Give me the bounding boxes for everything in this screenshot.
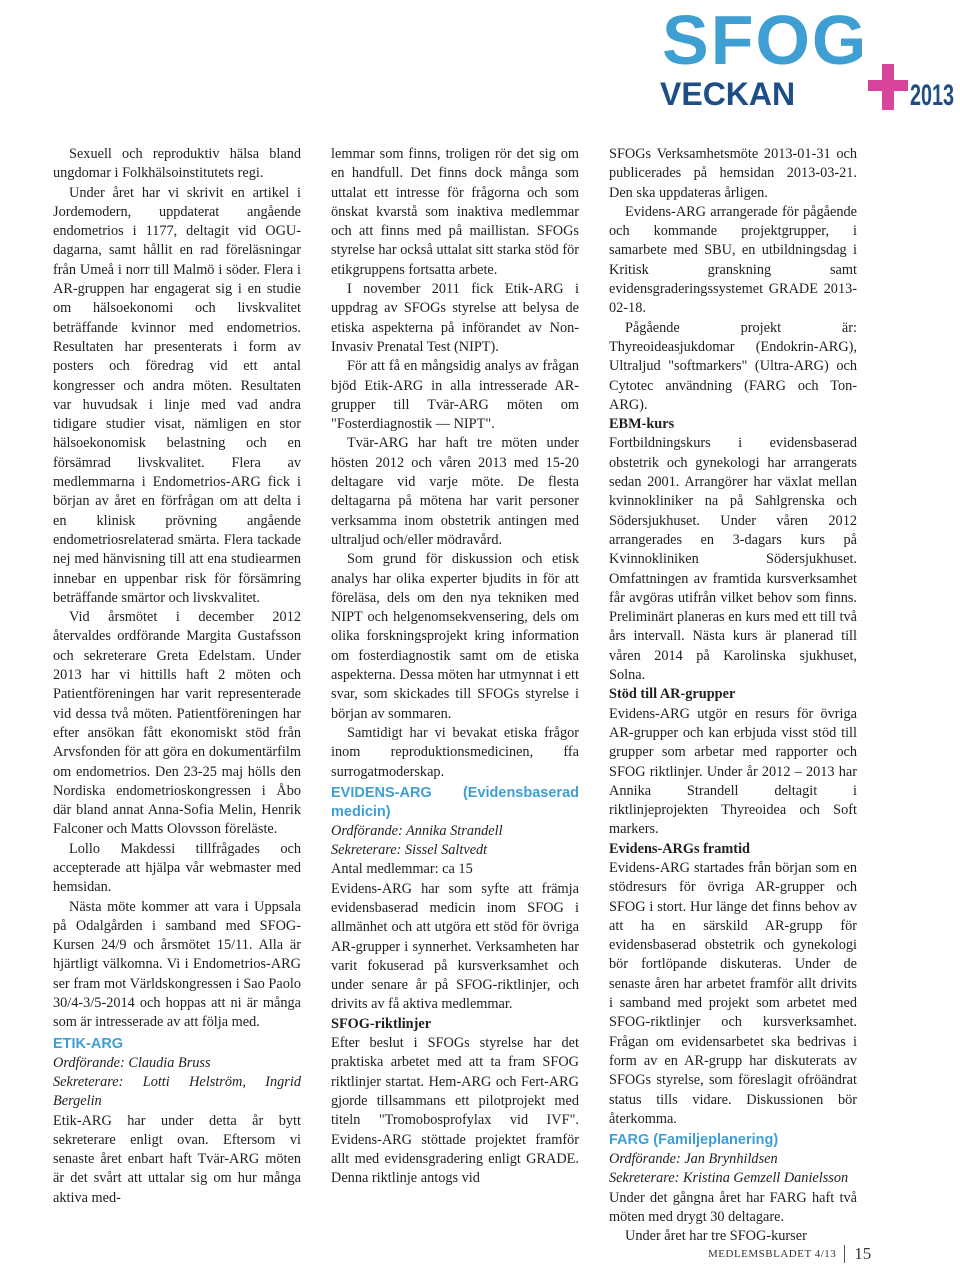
paragraph: Etik-ARG har under detta år bytt sekreterare enligt ovan. Eftersom vi senaste året enbart haft Tvär-ARG möten är det svårt att uttalar sig om hur många aktiva med- bbox=[53, 1112, 301, 1206]
page-number: 15 bbox=[854, 1244, 872, 1263]
logo-event: VECKAN bbox=[660, 76, 796, 112]
paragraph: Evidens-ARG utgör en resurs för övriga AR-grupper och kan erbjuda visst stöd till grupper som arbetar med rapporter och SFOG riktlinjer. Under år 2012 – 2013 har Annika Strandell deltagit i riktlinjeprojekten Thyreoidea och Soft markers. bbox=[609, 705, 857, 838]
paragraph: Samtidigt har vi bevakat etiska frågor inom reproduktionsmedicinen, ffa surrogatmoderskap. bbox=[331, 724, 579, 780]
evidens-secretary: Sekreterare: Sissel Saltvedt bbox=[331, 842, 488, 859]
paragraph: Tvär-ARG har haft tre möten under hösten 2012 och våren 2013 med 15-20 deltagare vid varje möte. De flesta deltagarna på mötena har varit personer verksamma inom obstetrik antingen med ultraljud och/eller mödravård. bbox=[331, 435, 579, 548]
subheading-sfog-riktlinjer: SFOG-riktlinjer bbox=[331, 1015, 432, 1032]
logo-wordmark: SFOG bbox=[662, 2, 869, 79]
paragraph: lemmar som finns, troligen rör det sig om en handfull. Det finns dock många som uttalat ett intresse för frågorna och som önskat kvarstå som inaktiva medlemmar och att finns med på maillistan. SFOGs styrelse har också uttalat sitt starka stöd för etikgruppens fortsatta arbete. bbox=[331, 146, 579, 278]
section-heading-farg: FARG (Familjeplanering) bbox=[609, 1132, 779, 1149]
section-heading-evidens-arg: EVIDENS-ARG (Evidensbaserad medicin) bbox=[331, 784, 579, 820]
footer-divider bbox=[844, 1245, 845, 1263]
subheading-ebm-kurs: EBM-kurs bbox=[609, 416, 675, 433]
paragraph: Efter beslut i SFOGs styrelse har det praktiska arbetet med att ta fram SFOG riktlinjer startat. Hem-ARG och Fert-ARG gjorde tillsammans ett pilotprojekt med titeln "Tromobosprofylax vid IVF". Evidens-ARG stöttade projektet framför allt med evidensgradering enligt GRADE. Denna riktlinje antogs vid bbox=[331, 1035, 579, 1187]
paragraph: Under året har vi skrivit en artikel i Jordemodern, uppdaterat angående endometrios i 1177, deltagit vid OGU-dagarna, samt hållit en rad föreläsningar från Umeå i norr till Malmö i söder. Flera i AR-gruppen har engagerat sig i en studie om hälsoekonomi och livskvalitet beträffande kvinnor med endometrios. Resultaten har presenterats i form av posters och föredrag vid ett antal kongresser och andra möten. Resultaten var huvudsak i linje med vad andra tidigare studier visat, nämligen en stor hälsoekonomisk belastning och en försämrad livskvalitet. Flera av medlemmarna i Endometrios-ARG fick i början av året en förfrågan om att delta i en klinisk prövning angående endometriosrelaterad smärta. Flera tackade nej med hänvisning till att ena studiearmen innebar en uppenbar risk för försämring beträffande smärtor och livskvalitet. bbox=[53, 184, 301, 606]
column-2 bbox=[331, 145, 579, 1188]
etik-chair: Ordförande: Claudia Bruss bbox=[53, 1054, 211, 1071]
paragraph: Evidens-ARG startades från början som en stödresurs för övriga AR-grupper och SFOG i stort. Hur länge det finns behov av att ha en särskild AR-grupp för evidensbaserad obstetrik och gynekologi bör fortlöpande diskuteras. Under de senaste åren har arbetet framför allt drivits i samband med projekt som arbetet med SFOG-riktlinjer och kursverksamhet. Frågan om evidensarbetet ska bedrivas i form av en AR-grupp har diskuterats av SFOGs styrelse, som föreslagit ofröändrat status tills vidare. Diskussionen bör återkomma. bbox=[609, 859, 857, 1127]
paragraph: För att få en mångsidig analys av frågan bjöd Etik-ARG in alla intresserade AR-grupper till Tvär-ARG möten om "Fosterdiagnostik — NIPT". bbox=[331, 358, 579, 433]
farg-chair: Ordförande: Jan Brynhildsen bbox=[609, 1151, 778, 1168]
paragraph: SFOGs Verksamhetsmöte 2013-01-31 och publicerades på hemsidan 2013-03-21. Den ska uppdateras årligen. bbox=[609, 146, 857, 201]
paragraph: Under det gångna året har FARG haft två möten med drygt 30 deltagare. bbox=[609, 1189, 857, 1226]
section-heading-etik-arg: ETIK-ARG bbox=[53, 1035, 124, 1052]
subheading-evidens-args-framtid: Evidens-ARGs framtid bbox=[609, 840, 750, 857]
evidens-members: Antal medlemmar: ca 15 bbox=[331, 861, 473, 878]
column-1 bbox=[53, 145, 301, 1208]
paragraph: Evidens-ARG arrangerade för pågående och kommande projektgrupper, i samarbete med SBU, en utbildningsdag i Kritisk granskning samt evidensgraderingssystemet GRADE 2013-02-18. bbox=[609, 203, 857, 317]
column-3 bbox=[609, 145, 857, 1247]
paragraph: Som grund för diskussion och etisk analys har olika experter bjudits in för att föreläsa, dels om den nya tekniken med NIPT och helgenomsekvensering, dels om olika forskningsprojekt kring information om fosterdiagnostik samt om de etiska aspekterna. Dessa möten har utmynnat i ett svar, som skickades till SFOGs styrelse i början av sommaren. bbox=[331, 551, 579, 722]
venus-cross-horizontal bbox=[868, 80, 908, 91]
paragraph: Pågående projekt är: Thyreoideasjukdomar (Endokrin-ARG), Ultraljud "softmarkers" (Ultra-ARG) och Cytotec användning (FARG och Ton-ARG). bbox=[609, 319, 857, 413]
paragraph: Under året har tre SFOG-kurser bbox=[625, 1228, 807, 1245]
subheading-stod-till-ar-grupper: Stöd till AR-grupper bbox=[609, 686, 736, 703]
paragraph: Fortbildningskurs i evidensbaserad obstetrik och gynekologi har arrangerats sedan 2001. Arrangörer har växlat mellan kvinnokliniker na på Sahlgrenska och Södersjukhuset. Under våren 2012 arrangerades en 3-dagars kurs på Kvinnokliniken Södersjukhuset. Omfattningen av framtida kursverksamhet får avgöras utifrån vilket behov som finns. Preliminärt planeras en kurs med ett till två års intervall. Nästa kurs är planerad till våren 2014 på Karolinska sjukhuset, Solna. bbox=[609, 435, 857, 684]
farg-secretary: Sekreterare: Kristina Gemzell Danielsson bbox=[609, 1170, 849, 1187]
page-footer bbox=[708, 1244, 871, 1264]
sfog-veckan-2013-logo bbox=[660, 2, 954, 112]
paragraph: Sexuell och reproduktiv hälsa bland ungdomar i Folkhälsoinstitutets regi. bbox=[53, 146, 301, 182]
paragraph: Nästa möte kommer att vara i Uppsala på Odalgården i samband med SFOG-Kursen 24/9 och årsmötet 15/11. Alla är hjärtligt välkomna. Vi i Endometrios-ARG ser fram mot Världskongressen i Sao Paolo 30/4-3/5-2014 och hoppas att ni är många som är intresserade av att följa med. bbox=[53, 898, 301, 1031]
logo-year: 2013 bbox=[910, 79, 954, 112]
paragraph: Lollo Makdessi tillfrågades och accepterade att hjälpa vår webmaster med hemsidan. bbox=[53, 840, 301, 896]
etik-secretary: Sekreterare: Lotti Helström, Ingrid Bergelin bbox=[53, 1073, 301, 1110]
publication-name: MEDLEMSBLADET 4/13 bbox=[708, 1248, 837, 1260]
paragraph: Evidens-ARG har som syfte att främja evidensbaserad medicin inom SFOG i allmänhet och att utgöra ett stöd för övriga AR-grupper i synnerhet. Verksamheten har varit fokuserad på kursverksamhet och under senare år på SFOG-riktlinjer, och drivits av få aktiva medlemmar. bbox=[331, 880, 579, 1013]
paragraph: Vid årsmötet i december 2012 återvaldes ordförande Margita Gustafsson och sekreterare Greta Edelstam. Under 2013 har vi hittills haft 2 möten och Patientföreningen har varit representerade vid dessa två möten. Patientföreningen har efter ansökan fått ekonomiskt stöd från Arvsfonden för att göra en dokumentärfilm om endometrios. Den 23-25 maj hölls den Nordiska endometrioskongressen i Åbo där bland annat Anna-Sofia Melin, Henrik Falconer och Matts Olovsson föreläste. bbox=[53, 609, 301, 838]
evidens-chair: Ordförande: Annika Strandell bbox=[331, 822, 503, 839]
paragraph: I november 2011 fick Etik-ARG i uppdrag av SFOGs styrelse att belysa de etiska aspekterna på införandet av Non-Invasiv Prenatal Test (NIPT). bbox=[331, 281, 579, 355]
